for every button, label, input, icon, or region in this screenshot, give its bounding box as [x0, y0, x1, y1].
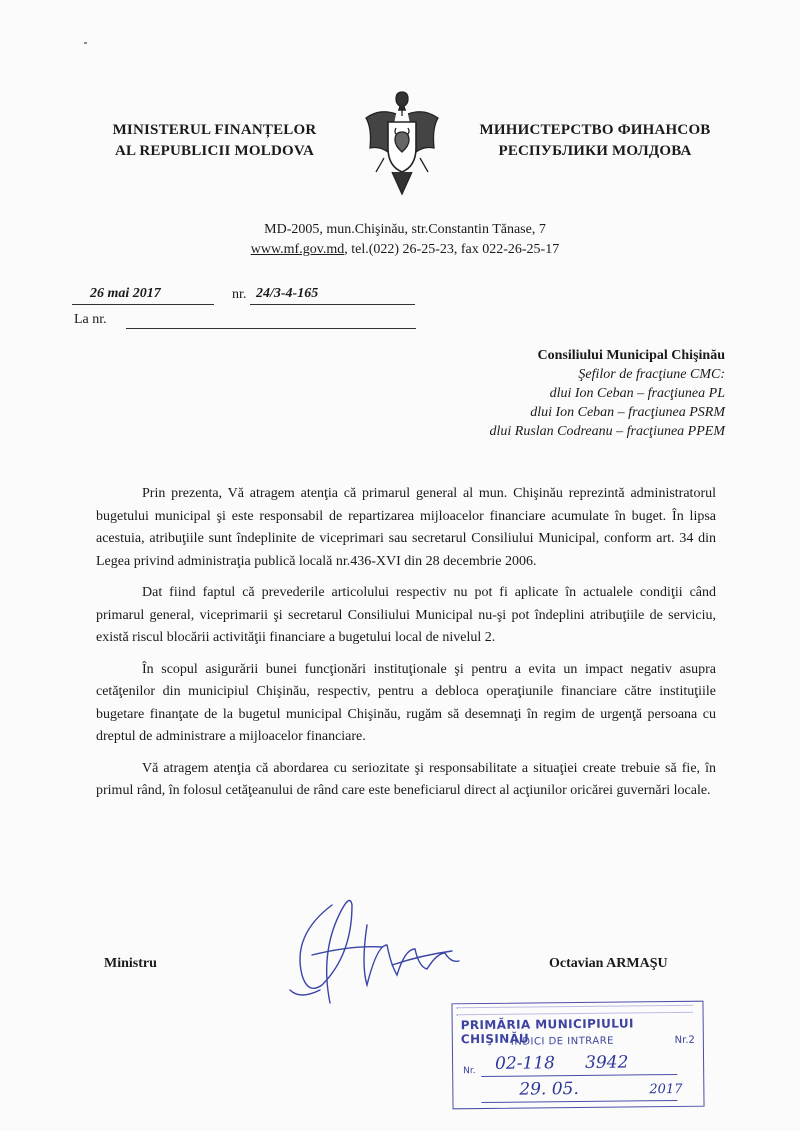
stamp-nr-label: Nr.	[463, 1066, 476, 1077]
ministry-name-ro-line1: MINISTERUL FINANȚELOR	[112, 122, 317, 138]
stamp-line	[481, 1074, 677, 1077]
ministry-name-ru-line1: МИНИСТЕРСТВО ФИНАНСОВ	[479, 122, 711, 138]
registration-stamp	[451, 1001, 704, 1110]
stamp-handwritten-number: 02-118	[494, 1053, 556, 1074]
document-date: 26 mai 2017	[90, 286, 161, 301]
signatory-title: Ministru	[104, 956, 157, 971]
recipient-line: dlui Ruslan Codreanu – fracţiunea PPEM	[489, 424, 725, 439]
stamp-year: 2017	[649, 1081, 683, 1098]
stamp-nr2: Nr.2	[674, 1034, 695, 1046]
stamp-handwritten-registry: 3942	[584, 1052, 629, 1073]
nr-label: nr.	[232, 287, 247, 302]
ministry-name-ru-line2: РЕСПУБЛИКИ МОЛДОВА	[498, 143, 692, 159]
ministry-address	[0, 220, 800, 260]
moldova-coat-of-arms-icon	[362, 88, 442, 200]
body-paragraph: Prin prezenta, Vă atragem atenţia că primarul general al mun. Chişinău reprezintă administratorul bugetului municipal şi este responsabil de repartizarea mijloacelor financiare acumulate în buget. În lipsa acestuia, atribuţiile sunt îndeplinite de viceprimari sau secretarul Consiliului Municipal, conform art. 34 din Legea privind administraţia publică locală nr.436-XVI din 28 decembrie 2006.	[96, 486, 716, 569]
nr-underline	[250, 304, 415, 305]
recipient-line: dlui Ion Ceban – fracţiunea PL	[549, 386, 725, 401]
recipient-head: Consiliului Municipal Chişinău	[537, 348, 725, 363]
stamp-line	[481, 1100, 677, 1103]
stamp-handwritten-date: 29. 05.	[519, 1078, 579, 1100]
contact-line	[10, 240, 800, 260]
phone-fax: , tel.(022) 26-25-23, fax 022-26-25-17	[344, 242, 560, 257]
stamp-subtitle: INDICI DE INTRARE	[510, 1035, 614, 1048]
body-paragraph: În scopul asigurării bunei funcţionări instituţionale şi pentru a evita un impact negativ asupra cetăţenilor din municipiul Chişinău, respectiv, pentru a debloca operaţiunile financiare către instituţiile bugetare finanţate de la bugetul municipal Chişinău, rugăm să desemnaţi în regim de urgenţă persoana cu dreptul de administrare a mijloacelor financiare.	[96, 661, 716, 744]
ministry-name-russian	[470, 120, 720, 162]
recipient-sub: Şefilor de fracţiune CMC:	[578, 367, 725, 382]
ministry-name-ro-line2: AL REPUBLICII MOLDOVA	[115, 143, 314, 159]
address-line: MD-2005, mun.Chişinău, str.Constantin Tănase, 7	[264, 222, 546, 237]
body-paragraph: Vă atragem atenţia că abordarea cu seriozitate şi responsabilitate a situaţiei create trebuie să fie, în primul rând, în folosul cetăţeanului de rând care este beneficiarul direct al acţiunilor oricărei guvernări locale.	[96, 760, 716, 798]
stamp-title: PRIMĂRIA MUNICIPIULUI CHIŞINĂU	[460, 1016, 634, 1047]
la-nr-label: La nr.	[74, 312, 107, 327]
body-paragraph: Dat fiind faptul că prevederile articolului respectiv nu pot fi aplicate în actualele condiţii când primarul general, viceprimarii şi secretarul Consiliului Municipal nu-şi pot îndeplini atribuţiile de serviciu, există riscul blocării activităţii financiare a bugetului local de nivelul 2.	[96, 585, 716, 645]
la-nr-underline	[126, 328, 416, 329]
scan-speck	[84, 42, 87, 44]
signatory-name: Octavian ARMAŞU	[549, 956, 668, 971]
recipient-line: dlui Ion Ceban – fracţiunea PSRM	[530, 405, 725, 420]
stamp-top-band	[456, 1005, 692, 1015]
document-number: 24/3-4-165	[256, 286, 319, 301]
date-underline	[72, 304, 214, 305]
website-link[interactable]: www.mf.gov.md	[250, 242, 345, 257]
ministry-name-romanian	[107, 120, 322, 162]
letter-body	[96, 483, 716, 812]
handwritten-signature-icon	[272, 895, 502, 1015]
recipient-block	[489, 346, 725, 441]
